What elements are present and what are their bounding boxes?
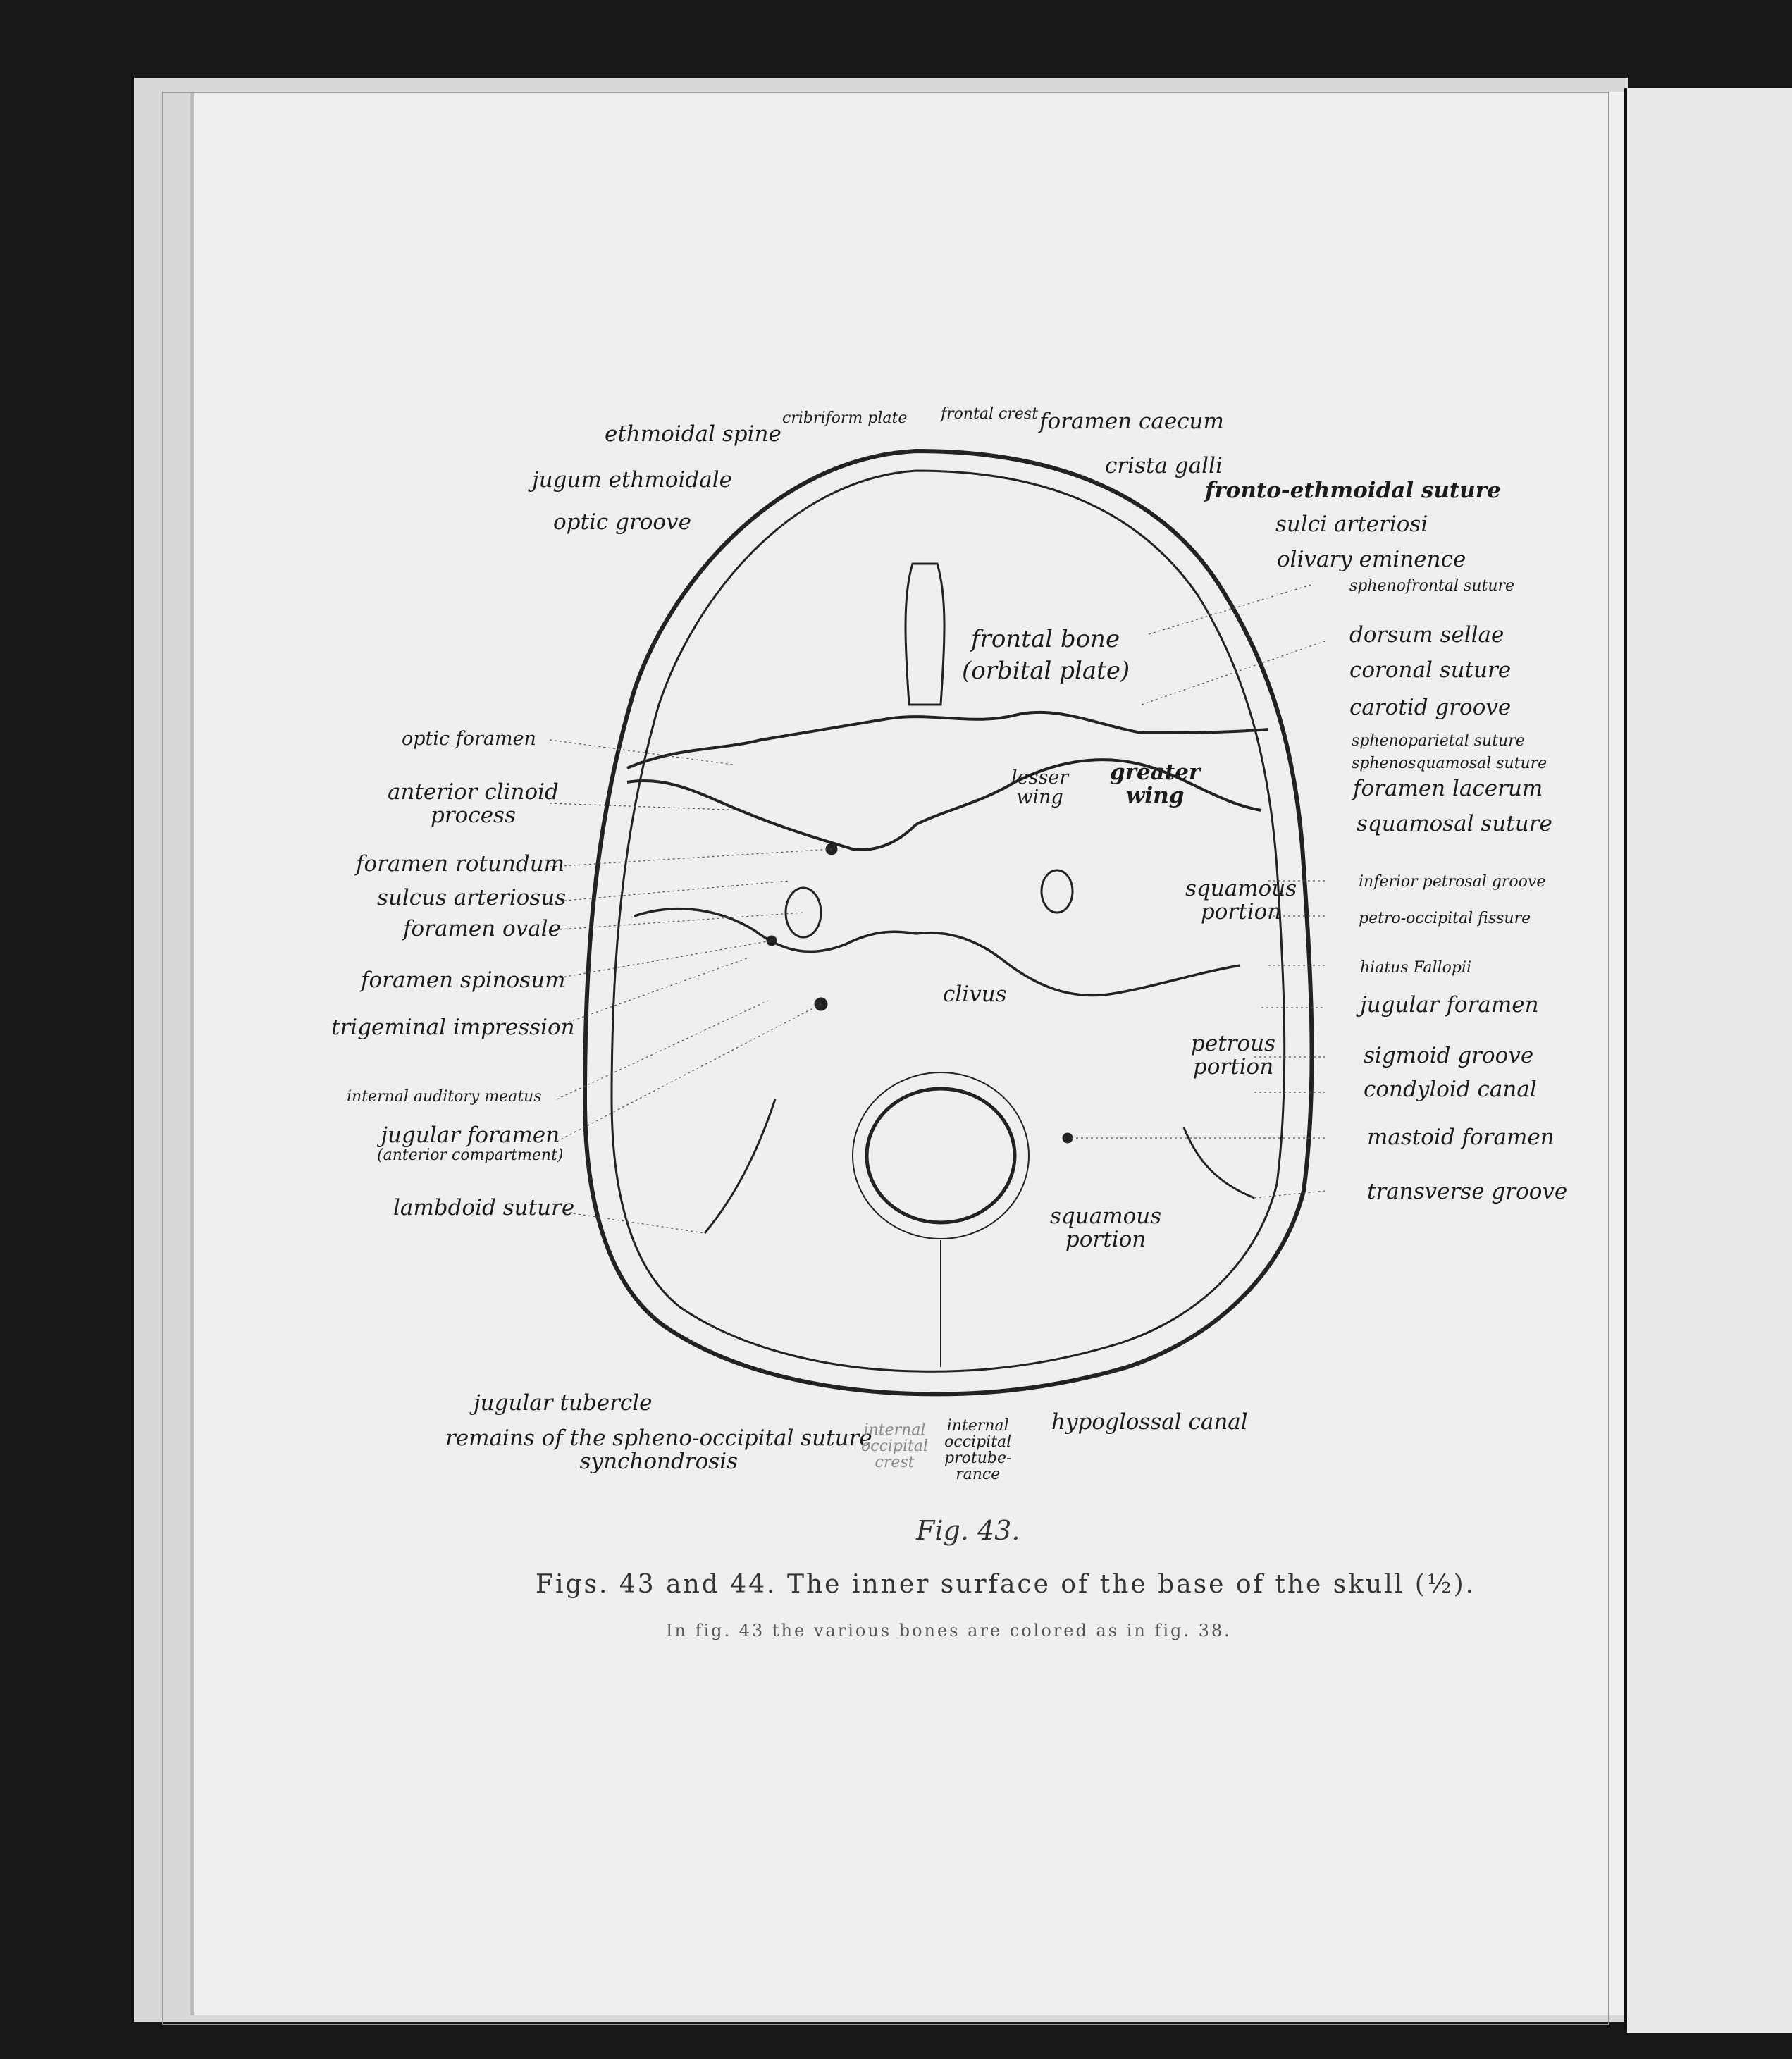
- label-carotid-groove: carotid groove: [1349, 695, 1512, 720]
- label-greater-wing-line1: greater: [1110, 760, 1201, 785]
- label-internal-auditory-meatus: internal auditory meatus: [347, 1088, 542, 1106]
- label-foramen-lacerum: foramen lacerum: [1353, 776, 1543, 801]
- lambdoid-suture-line: [705, 1099, 775, 1233]
- label-jugular-tubercle: jugular tubercle: [474, 1390, 653, 1416]
- label-frontal-crest: frontal crest: [941, 405, 1039, 423]
- label-crista-galli: crista galli: [1105, 453, 1223, 478]
- label-squamous-portion-upper: [1185, 877, 1297, 923]
- label-iop-line3: protube-: [944, 1449, 1012, 1468]
- label-ioc-line3: crest: [875, 1454, 915, 1472]
- foramen-ovale-right-shape: [1042, 870, 1073, 913]
- sphenoid-ridge-left: [627, 781, 916, 850]
- label-iop-line2: occipital: [944, 1433, 1012, 1452]
- label-ioc-line1: internal: [863, 1421, 926, 1439]
- label-anterior-clinoid-line1: anterior clinoid: [388, 779, 559, 805]
- label-squamosal-suture: squamosal suture: [1357, 811, 1552, 836]
- label-squamous-upper-line1: squamous: [1185, 876, 1297, 901]
- label-ioc-line2: occipital: [861, 1437, 929, 1456]
- petrous-ridge-left: [634, 909, 916, 952]
- label-frontal-bone: frontal bone: [971, 625, 1120, 653]
- label-hiatus-fallopii: hiatus Fallopii: [1360, 959, 1471, 977]
- label-transverse-groove: transverse groove: [1367, 1179, 1568, 1204]
- label-iop-line1: internal: [946, 1417, 1009, 1435]
- label-fronto-ethmoidal-suture: fronto-ethmoidal suture: [1205, 478, 1501, 503]
- label-internal-occipital-crest: [861, 1422, 928, 1471]
- label-lambdoid-suture: lambdoid suture: [393, 1195, 575, 1220]
- label-jugum-ethmoidale: jugum ethmoidale: [532, 467, 732, 493]
- label-hypoglossal-canal: hypoglossal canal: [1051, 1409, 1248, 1435]
- label-petrous-line1: petrous: [1191, 1031, 1276, 1056]
- label-remains-line1: remains of the spheno-occipital suture: [445, 1426, 872, 1451]
- label-lesser-wing-line1: lesser: [1011, 767, 1069, 789]
- label-anterior-clinoid-line2: process: [431, 802, 516, 828]
- label-sigmoid-groove: sigmoid groove: [1364, 1043, 1534, 1068]
- label-sphenoparietal-suture: sphenoparietal suture: [1352, 732, 1525, 750]
- label-condyloid-canal: condyloid canal: [1364, 1077, 1537, 1102]
- label-lesser-wing: [1011, 768, 1068, 808]
- label-remains-line2: synchondrosis: [579, 1448, 739, 1474]
- label-foramen-caecum: foramen caecum: [1039, 409, 1224, 434]
- label-jugular-foramen-left: [377, 1124, 564, 1163]
- label-foramen-ovale: foramen ovale: [403, 916, 561, 941]
- label-petrous-line2: portion: [1192, 1053, 1274, 1080]
- label-jugular-left-line2: (anterior compartment): [377, 1146, 564, 1164]
- foramen-magnum: [867, 1089, 1015, 1223]
- label-ethmoidal-spine: ethmoidal spine: [605, 421, 781, 447]
- label-remains-spheno-occipital: [445, 1427, 872, 1473]
- label-inferior-petrosal-groove: inferior petrosal groove: [1359, 873, 1546, 891]
- label-mastoid-foramen: mastoid foramen: [1367, 1125, 1555, 1150]
- label-optic-foramen: optic foramen: [402, 728, 536, 750]
- figure-number: Fig. 43.: [916, 1515, 1020, 1546]
- label-sulcus-arteriosus: sulcus arteriosus: [377, 885, 567, 910]
- label-greater-wing-line2: wing: [1125, 782, 1185, 808]
- label-foramen-spinosum: foramen spinosum: [361, 967, 566, 993]
- frontal-crest-outline: [906, 564, 944, 705]
- label-sphenofrontal-suture: sphenofrontal suture: [1349, 577, 1515, 595]
- label-sphenosquamosal-suture: sphenosquamosal suture: [1352, 755, 1547, 772]
- label-greater-wing: [1110, 761, 1200, 807]
- label-squamous-portion-lower: [1050, 1205, 1161, 1251]
- label-foramen-rotundum: foramen rotundum: [356, 851, 565, 877]
- label-internal-occipital-protuberance: [944, 1418, 1011, 1483]
- label-optic-groove: optic groove: [553, 509, 691, 535]
- label-iop-line4: rance: [956, 1466, 1001, 1484]
- label-squamous-lower-line2: portion: [1065, 1226, 1147, 1252]
- label-squamous-lower-line1: squamous: [1050, 1204, 1162, 1229]
- label-cribriform-plate-text: cribriform plate: [782, 409, 908, 427]
- foramen-magnum-rim: [853, 1072, 1029, 1239]
- skull-inner-outline: [612, 471, 1285, 1371]
- label-jugular-left-line1: jugular foramen: [381, 1123, 560, 1148]
- label-olivary-eminence: olivary eminence: [1277, 547, 1466, 572]
- label-cribriform-plate: [782, 410, 907, 426]
- mastoid-foramen-shape: [1063, 1133, 1073, 1143]
- label-trigeminal-impression: trigeminal impression: [331, 1015, 575, 1040]
- figure-caption: Figs. 43 and 44. The inner surface of the base of the skull (½).: [536, 1570, 1476, 1599]
- label-anterior-clinoid-process: [388, 781, 559, 827]
- label-lesser-wing-line2: wing: [1016, 786, 1063, 809]
- label-petro-occipital-fissure: petro-occipital fissure: [1359, 910, 1531, 927]
- label-sulci-arteriosi: sulci arteriosi: [1275, 512, 1428, 537]
- foramen-ovale-shape: [786, 888, 821, 937]
- label-clivus: clivus: [943, 982, 1007, 1007]
- foramen-spinosum-shape: [767, 936, 777, 946]
- label-dorsum-sellae: dorsum sellae: [1349, 622, 1504, 648]
- sphenoid-ridge-right: [916, 760, 1261, 824]
- label-squamous-upper-line2: portion: [1200, 898, 1282, 925]
- label-coronal-suture: coronal suture: [1349, 657, 1512, 683]
- label-orbital-plate: (orbital plate): [962, 657, 1130, 685]
- figure-subcaption: In fig. 43 the various bones are colored as in fig. 38.: [666, 1621, 1232, 1640]
- label-petrous-portion: [1191, 1032, 1275, 1078]
- label-jugular-foramen-right: jugular foramen: [1360, 992, 1539, 1018]
